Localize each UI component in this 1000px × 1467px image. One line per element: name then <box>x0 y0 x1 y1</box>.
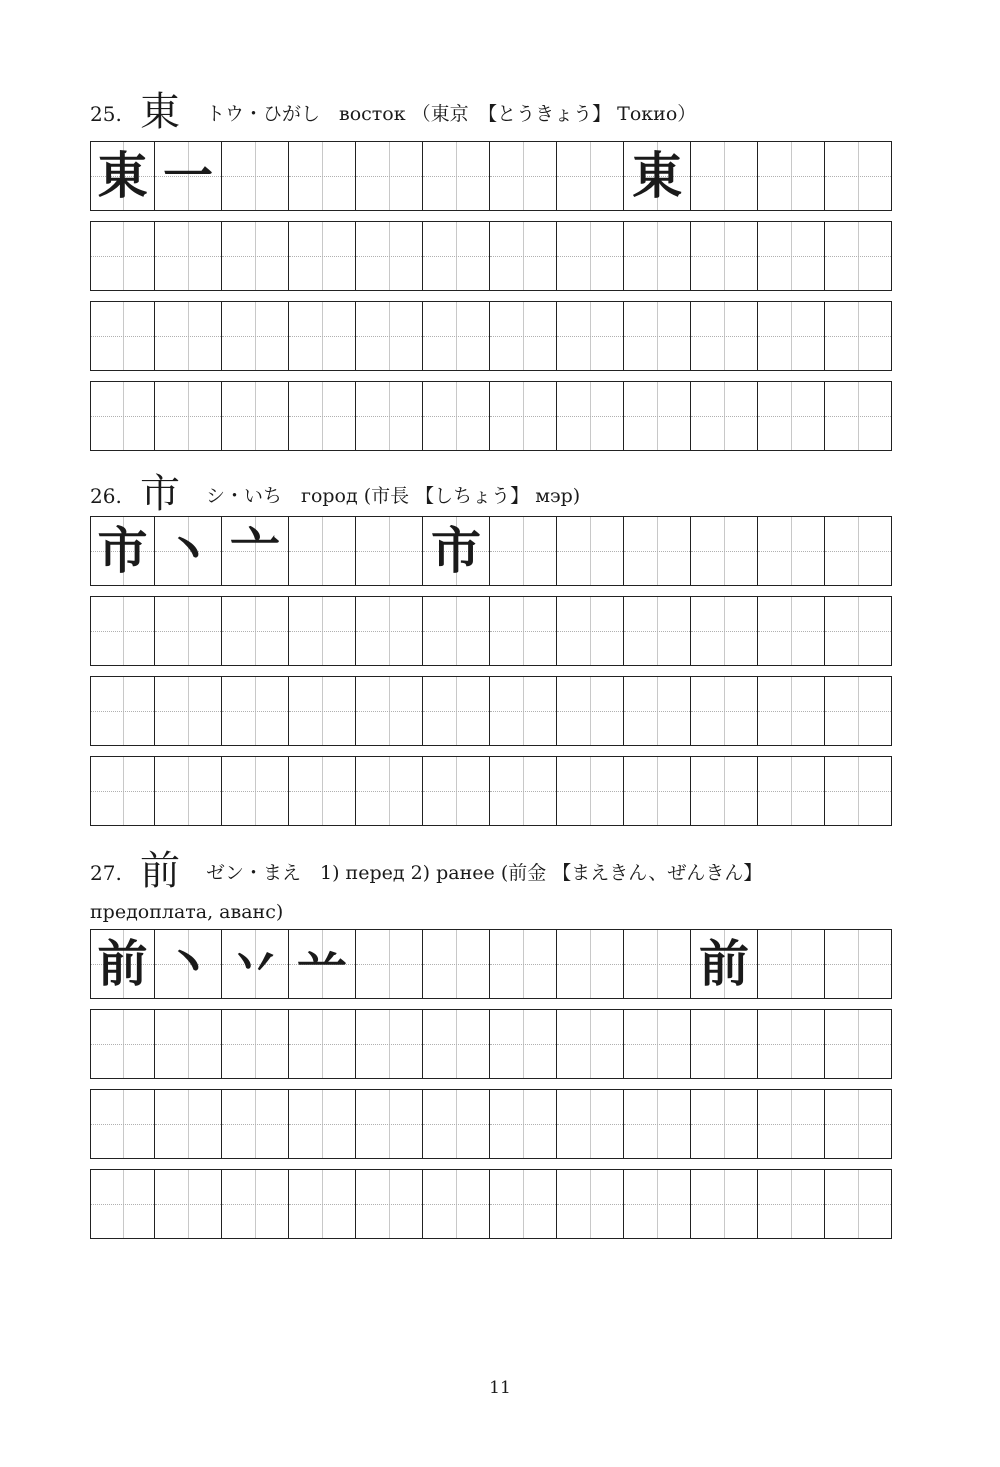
grid-cell[interactable] <box>288 382 355 450</box>
stroke-glyph <box>825 517 891 585</box>
practice-row <box>90 676 892 746</box>
practice-grid <box>90 141 892 451</box>
grid-cell[interactable] <box>824 1010 891 1078</box>
stroke-order-row <box>90 141 892 211</box>
grid-cell[interactable] <box>422 1010 489 1078</box>
stroke-glyph <box>825 930 891 998</box>
grid-cell[interactable] <box>91 757 154 825</box>
stroke-glyph <box>490 142 556 210</box>
grid-cell[interactable] <box>690 302 757 370</box>
grid-cell[interactable] <box>556 1010 623 1078</box>
grid-cell[interactable] <box>757 597 824 665</box>
grid-cell[interactable] <box>690 597 757 665</box>
practice-row <box>90 381 892 451</box>
grid-cell[interactable] <box>556 930 623 998</box>
section-header <box>90 78 892 134</box>
grid-cell[interactable] <box>288 597 355 665</box>
stroke-glyph: 市 <box>97 522 148 580</box>
grid-cell[interactable] <box>690 142 757 210</box>
grid-cell[interactable] <box>489 757 556 825</box>
stroke-glyph <box>624 517 690 585</box>
grid-cell[interactable] <box>690 1010 757 1078</box>
grid-cell[interactable] <box>422 222 489 290</box>
grid-cell[interactable] <box>489 930 556 998</box>
stroke-glyph: 丷 <box>230 935 280 993</box>
entry-number: 26. <box>90 484 122 508</box>
stroke-glyph <box>289 142 355 210</box>
grid-cell[interactable] <box>556 382 623 450</box>
kanji-meaning-continued: предоплата, аванс) <box>90 901 284 923</box>
stroke-glyph: 一 <box>163 147 213 205</box>
practice-row <box>90 756 892 826</box>
grid-cell[interactable] <box>757 930 824 998</box>
stroke-glyph <box>490 930 556 998</box>
stroke-glyph <box>758 930 824 998</box>
stroke-glyph <box>356 517 422 585</box>
grid-cell[interactable] <box>422 142 489 210</box>
grid-cell[interactable] <box>623 677 690 745</box>
grid-cell[interactable] <box>355 517 422 585</box>
kanji-title: 市 <box>140 471 180 517</box>
grid-cell[interactable] <box>422 757 489 825</box>
grid-cell[interactable] <box>91 1090 154 1158</box>
grid-cell[interactable] <box>221 517 288 585</box>
stroke-glyph: 前 <box>699 935 749 993</box>
grid-cell[interactable] <box>824 517 891 585</box>
grid-cell[interactable] <box>422 677 489 745</box>
practice-row <box>90 1169 892 1239</box>
stroke-glyph <box>691 142 757 210</box>
stroke-glyph <box>423 142 489 210</box>
section-header <box>90 837 892 929</box>
stroke-glyph <box>691 517 757 585</box>
stroke-glyph: 丶 <box>163 522 213 580</box>
stroke-glyph <box>222 142 288 210</box>
entry-number: 25. <box>90 102 122 126</box>
grid-cell[interactable] <box>824 142 891 210</box>
stroke-glyph: 亠 <box>230 522 280 580</box>
grid-cell[interactable] <box>489 517 556 585</box>
grid-cell[interactable] <box>91 677 154 745</box>
grid-cell[interactable] <box>556 517 623 585</box>
grid-cell[interactable] <box>288 1010 355 1078</box>
stroke-order-row <box>90 516 892 586</box>
grid-cell[interactable] <box>489 302 556 370</box>
grid-cell[interactable] <box>91 517 154 585</box>
section-header <box>90 460 892 516</box>
grid-cell[interactable] <box>623 222 690 290</box>
stroke-glyph <box>557 930 623 998</box>
grid-cell[interactable] <box>556 677 623 745</box>
grid-cell[interactable] <box>824 222 891 290</box>
stroke-glyph <box>490 517 556 585</box>
kanji-section-27 <box>90 837 892 1249</box>
grid-cell[interactable] <box>355 930 422 998</box>
grid-cell[interactable] <box>690 677 757 745</box>
grid-cell[interactable] <box>355 1090 422 1158</box>
practice-row <box>90 301 892 371</box>
grid-cell[interactable] <box>757 1170 824 1238</box>
grid-cell[interactable] <box>221 1090 288 1158</box>
grid-cell[interactable] <box>355 222 422 290</box>
grid-cell[interactable] <box>422 930 489 998</box>
grid-cell[interactable] <box>489 222 556 290</box>
kanji-section-25 <box>90 78 892 461</box>
grid-cell[interactable] <box>288 757 355 825</box>
grid-cell[interactable] <box>489 1090 556 1158</box>
grid-cell[interactable] <box>355 382 422 450</box>
grid-cell[interactable] <box>623 1090 690 1158</box>
grid-cell[interactable] <box>690 517 757 585</box>
stroke-glyph: 市 <box>431 522 481 580</box>
grid-cell[interactable] <box>221 597 288 665</box>
grid-cell[interactable] <box>355 142 422 210</box>
grid-cell[interactable] <box>91 302 154 370</box>
grid-cell[interactable] <box>355 1170 422 1238</box>
grid-cell[interactable] <box>824 930 891 998</box>
grid-cell[interactable] <box>690 222 757 290</box>
grid-cell[interactable] <box>690 382 757 450</box>
grid-cell[interactable] <box>154 597 221 665</box>
practice-row <box>90 221 892 291</box>
grid-cell[interactable] <box>221 1010 288 1078</box>
grid-cell[interactable] <box>154 517 221 585</box>
kanji-reading-meaning: ゼン・まえ 1) перед 2) ранее (前金 【まえきん、ぜんきん】 <box>206 862 763 884</box>
entry-number: 27. <box>90 861 122 885</box>
practice-row <box>90 1009 892 1079</box>
grid-cell[interactable] <box>355 757 422 825</box>
stroke-glyph <box>557 142 623 210</box>
page-number: 11 <box>489 1378 511 1398</box>
grid-cell[interactable] <box>556 1170 623 1238</box>
kanji-title: 前 <box>140 848 180 894</box>
grid-cell[interactable] <box>489 1010 556 1078</box>
grid-cell[interactable] <box>623 382 690 450</box>
grid-cell[interactable] <box>623 517 690 585</box>
grid-cell[interactable] <box>556 757 623 825</box>
grid-cell[interactable] <box>154 142 221 210</box>
grid-cell[interactable] <box>690 930 757 998</box>
grid-cell[interactable] <box>288 1170 355 1238</box>
grid-cell[interactable] <box>824 1170 891 1238</box>
grid-cell[interactable] <box>623 1170 690 1238</box>
grid-cell[interactable] <box>154 1090 221 1158</box>
grid-cell[interactable] <box>489 597 556 665</box>
grid-cell[interactable] <box>154 757 221 825</box>
grid-cell[interactable] <box>288 142 355 210</box>
practice-grid <box>90 929 892 1239</box>
stroke-order-row <box>90 929 892 999</box>
grid-cell[interactable] <box>221 677 288 745</box>
grid-cell[interactable] <box>757 757 824 825</box>
grid-cell[interactable] <box>757 142 824 210</box>
grid-cell[interactable] <box>91 597 154 665</box>
grid-cell[interactable] <box>824 382 891 450</box>
stroke-glyph <box>356 142 422 210</box>
grid-cell[interactable] <box>288 222 355 290</box>
grid-cell[interactable] <box>489 1170 556 1238</box>
grid-cell[interactable] <box>623 142 690 210</box>
grid-cell[interactable] <box>556 142 623 210</box>
grid-cell[interactable] <box>355 677 422 745</box>
grid-cell[interactable] <box>288 302 355 370</box>
grid-cell[interactable] <box>422 382 489 450</box>
grid-cell[interactable] <box>91 930 154 998</box>
grid-cell[interactable] <box>757 677 824 745</box>
grid-cell[interactable] <box>221 302 288 370</box>
stroke-glyph <box>758 517 824 585</box>
stroke-glyph <box>758 142 824 210</box>
grid-cell[interactable] <box>91 142 154 210</box>
grid-cell[interactable] <box>288 677 355 745</box>
grid-cell[interactable] <box>221 757 288 825</box>
grid-cell[interactable] <box>154 222 221 290</box>
grid-cell[interactable] <box>91 222 154 290</box>
grid-cell[interactable] <box>824 302 891 370</box>
grid-cell[interactable] <box>154 930 221 998</box>
grid-cell[interactable] <box>355 597 422 665</box>
grid-cell[interactable] <box>154 1010 221 1078</box>
practice-row <box>90 1089 892 1159</box>
grid-cell[interactable] <box>422 597 489 665</box>
stroke-glyph <box>557 517 623 585</box>
grid-cell[interactable] <box>757 1010 824 1078</box>
stroke-glyph <box>289 517 355 585</box>
grid-cell[interactable] <box>221 930 288 998</box>
grid-cell[interactable] <box>288 930 355 998</box>
grid-cell[interactable] <box>623 757 690 825</box>
grid-cell[interactable] <box>623 930 690 998</box>
grid-cell[interactable] <box>221 222 288 290</box>
stroke-glyph <box>825 142 891 210</box>
grid-cell[interactable] <box>221 1170 288 1238</box>
grid-cell[interactable] <box>556 597 623 665</box>
grid-cell[interactable] <box>757 382 824 450</box>
kanji-reading-meaning: トウ・ひがし восток （東京 【とうきょう】 Токио） <box>206 103 697 125</box>
grid-cell[interactable] <box>690 757 757 825</box>
grid-cell[interactable] <box>154 302 221 370</box>
grid-cell[interactable] <box>422 517 489 585</box>
stroke-glyph: 䒑 <box>297 935 347 993</box>
grid-cell[interactable] <box>556 302 623 370</box>
kanji-title: 東 <box>140 89 180 135</box>
grid-cell[interactable] <box>288 517 355 585</box>
grid-cell[interactable] <box>824 597 891 665</box>
stroke-glyph <box>423 930 489 998</box>
stroke-glyph <box>356 930 422 998</box>
grid-cell[interactable] <box>355 302 422 370</box>
practice-row <box>90 596 892 666</box>
stroke-glyph: 丶 <box>163 935 213 993</box>
grid-cell[interactable] <box>556 1090 623 1158</box>
grid-cell[interactable] <box>489 382 556 450</box>
grid-cell[interactable] <box>824 677 891 745</box>
grid-cell[interactable] <box>489 677 556 745</box>
grid-cell[interactable] <box>422 1090 489 1158</box>
grid-cell[interactable] <box>757 1090 824 1158</box>
grid-cell[interactable] <box>422 1170 489 1238</box>
kanji-section-26 <box>90 460 892 836</box>
grid-cell[interactable] <box>91 1010 154 1078</box>
grid-cell[interactable] <box>154 1170 221 1238</box>
grid-cell[interactable] <box>623 1010 690 1078</box>
grid-cell[interactable] <box>623 597 690 665</box>
grid-cell[interactable] <box>623 302 690 370</box>
grid-cell[interactable] <box>154 382 221 450</box>
grid-cell[interactable] <box>824 757 891 825</box>
grid-cell[interactable] <box>556 222 623 290</box>
grid-cell[interactable] <box>757 302 824 370</box>
grid-cell[interactable] <box>824 1090 891 1158</box>
grid-cell[interactable] <box>355 1010 422 1078</box>
grid-cell[interactable] <box>91 382 154 450</box>
stroke-glyph: 東 <box>632 147 682 205</box>
stroke-glyph <box>624 930 690 998</box>
grid-cell[interactable] <box>91 1170 154 1238</box>
grid-cell[interactable] <box>757 517 824 585</box>
grid-cell[interactable] <box>221 382 288 450</box>
grid-cell[interactable] <box>690 1170 757 1238</box>
grid-cell[interactable] <box>422 302 489 370</box>
grid-cell[interactable] <box>757 222 824 290</box>
grid-cell[interactable] <box>489 142 556 210</box>
practice-grid <box>90 516 892 826</box>
grid-cell[interactable] <box>690 1090 757 1158</box>
grid-cell[interactable] <box>154 677 221 745</box>
kanji-reading-meaning: シ・いち город (市長 【しちょう】 мэр) <box>206 485 581 507</box>
grid-cell[interactable] <box>288 1090 355 1158</box>
stroke-glyph: 東 <box>97 147 148 205</box>
grid-cell[interactable] <box>221 142 288 210</box>
stroke-glyph: 前 <box>97 935 148 993</box>
